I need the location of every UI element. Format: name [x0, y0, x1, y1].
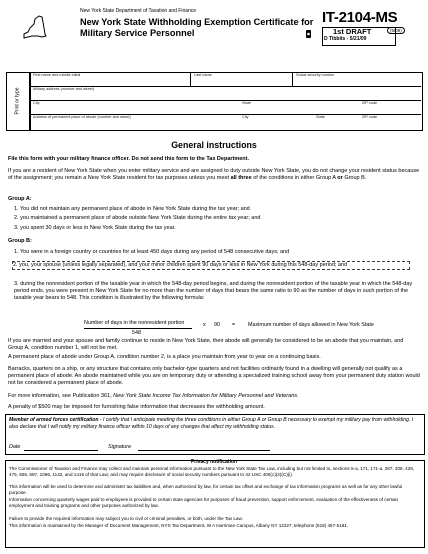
group-b-heading: Group B: — [8, 238, 32, 244]
signature-line[interactable] — [138, 450, 270, 451]
group-a-item-2: 2. you maintained a permanent place of abode outside New York State during the entire tax year; and — [14, 215, 261, 221]
zip-field[interactable]: ZIP code — [362, 101, 378, 105]
penalty-paragraph: A penalty of $500 may be imposed for furnishing false information that decreases the withholding amount. — [8, 404, 265, 410]
print-or-type-label: Print or type — [14, 87, 21, 114]
ssn-field[interactable]: Social security number — [296, 73, 335, 77]
barracks-paragraph: Barracks, quarters on a ship, or any structure that contains only bachelor-type quarters and not facilities ordinarily found in a dwelling will generally not qualify as a permanent place of abode. An abode maintained while you are on temporary duty or attending a specialized training school away from your permanent duty station would not be considered a permanent place of abode. — [8, 366, 420, 386]
abode-city-field[interactable]: City — [242, 115, 249, 119]
formula-numerator: Number of days in the nonresident portion — [84, 320, 185, 326]
draft-sublabel: D Tibbits - 5/21/09 — [324, 36, 367, 42]
privacy-paragraph-1: The Commissioner of Taxation and Finance may collect and maintain personal information pursuant to the New York State Tax Law, including but not limited to, sections 5-a, 171, 171-a, 287, 308, 429, 475, 505, 697, 1096, 1142, and 1415 of that Law; and may require disclosure of social security numbers pursuant to 42 USC 405(c)(2)(C)(i). — [9, 466, 415, 477]
formula-times: x — [203, 322, 206, 328]
last-name-field[interactable]: Last name — [194, 73, 212, 77]
formula-ninety: 90 — [214, 322, 220, 328]
intro-paragraph: If you are a resident of New York State when you enter military service and are assigned to duty outside New York State, you do not change your resident status because of the assignment; you remain a New York State resident for tax purposes unless you meet all three of the conditions in either Group A or Group B. — [8, 168, 420, 181]
recycle-mark-icon — [305, 29, 312, 39]
formula-result: Maximum number of days allowed in New York State — [248, 322, 374, 328]
fraction-bar — [84, 328, 192, 329]
section-heading: General instructions — [171, 140, 257, 150]
form-title: New York State Withholding Exemption Certificate for Military Service Personnel — [80, 17, 314, 38]
abode-state-field[interactable]: State — [316, 115, 325, 119]
date-line[interactable] — [24, 450, 98, 451]
privacy-paragraph-5: This information is maintained by the Manager of Document Management, NYS Tax Department, W A Harriman Campus, Albany NY 12227; telephone (518) 457-5181. — [9, 523, 349, 528]
draft-label: 1st DRAFT — [333, 27, 372, 36]
state-field[interactable]: State — [242, 101, 251, 105]
married-paragraph: If you are married and your spouse and family continue to reside in New York State, their abode will generally be considered to be an abode that you maintain, and Group A, condition number 1, will not be met. — [8, 338, 404, 351]
grid-line — [292, 72, 293, 86]
formula-denominator: 548 — [132, 330, 141, 336]
more-info-paragraph: For more information, see Publication 361, New York State Income Tax Information for Military Personnel and Veterans. — [8, 393, 299, 399]
group-a-heading: Group A: — [8, 196, 32, 202]
privacy-paragraph-2: This information will be used to determine and administer tax liabilities and, when authorized by law, for certain tax offset and exchange of tax information programs as well as for any other lawful purpose. — [9, 484, 403, 495]
military-address-field[interactable]: Military address (number and street) — [33, 87, 94, 91]
abode-zip-field[interactable]: ZIP code — [362, 115, 378, 119]
formula-equals: = — [232, 322, 236, 328]
group-b-item-2: 2. you, your spouse (unless legally separated), and your minor children spent 90 days or less in New York during this 548-day period; and — [12, 261, 410, 270]
file-note: File this form with your military finance officer. Do not send this form to the Tax Department. — [8, 156, 250, 162]
first-name-field[interactable]: First name and middle initial — [33, 73, 81, 77]
grid-line — [190, 72, 191, 86]
date-label: Date — [9, 444, 21, 450]
city-field[interactable]: City — [33, 101, 40, 105]
abode-paragraph: A permanent place of abode under Group A, condition number 2, is a place you maintain from year to year on a continuing basis. — [8, 354, 321, 360]
form-number: IT-2104-MS — [322, 9, 398, 26]
new-york-state-map-icon — [22, 14, 48, 42]
group-a-item-1: 1. You did not maintain any permanent place of abode in New York State during the tax year; and — [14, 206, 250, 212]
signature-label: Signature — [108, 444, 132, 450]
certification-text: Member of armed forces certification - I certify that I anticipate meeting the three conditions in either Group A or Group B necessary to exempt my military pay from withholding. I also declare that I will notify my military finance officer within 10 days of any changes that affect my withholding status. — [9, 417, 414, 430]
privacy-title: Privacy notification — [190, 459, 238, 465]
abode-address-field[interactable]: Address of permanent place of abode (number and street) — [33, 115, 131, 119]
privacy-paragraph-4: Failure to provide the required information may subject you to civil or criminal penalties, or both, under the Tax Law. — [9, 516, 243, 521]
group-b-item-1: 1. You were in a foreign country or countries for at least 450 days during any period of 548 consecutive days; and — [14, 249, 290, 255]
group-a-item-3: 3. you spent 30 days or less in New York State during the tax year. — [14, 225, 176, 231]
department-name: New York State Department of Taxation and Finance — [80, 8, 197, 14]
privacy-paragraph-3: Information concerning quarterly wages paid to employees is provided to certain state agencies for purposes of fraud prevention, support enforcement, evaluation of the effectiveness of certain employment and training programs and other purposes authorized by law. — [9, 497, 399, 508]
group-b-item-3: 3. during the nonresident portion of the taxable year in which the 548-day period begins, and during the nonresident portion of the taxable year in which the 548-day period ends, you were present in New York State for no more than the number of days that bears the same ratio to 90 as the number of days in such portion of the taxable year bears to 548. This condition is illustrated by the following formula: — [14, 281, 413, 301]
revision-date: (5/09) — [387, 27, 405, 34]
